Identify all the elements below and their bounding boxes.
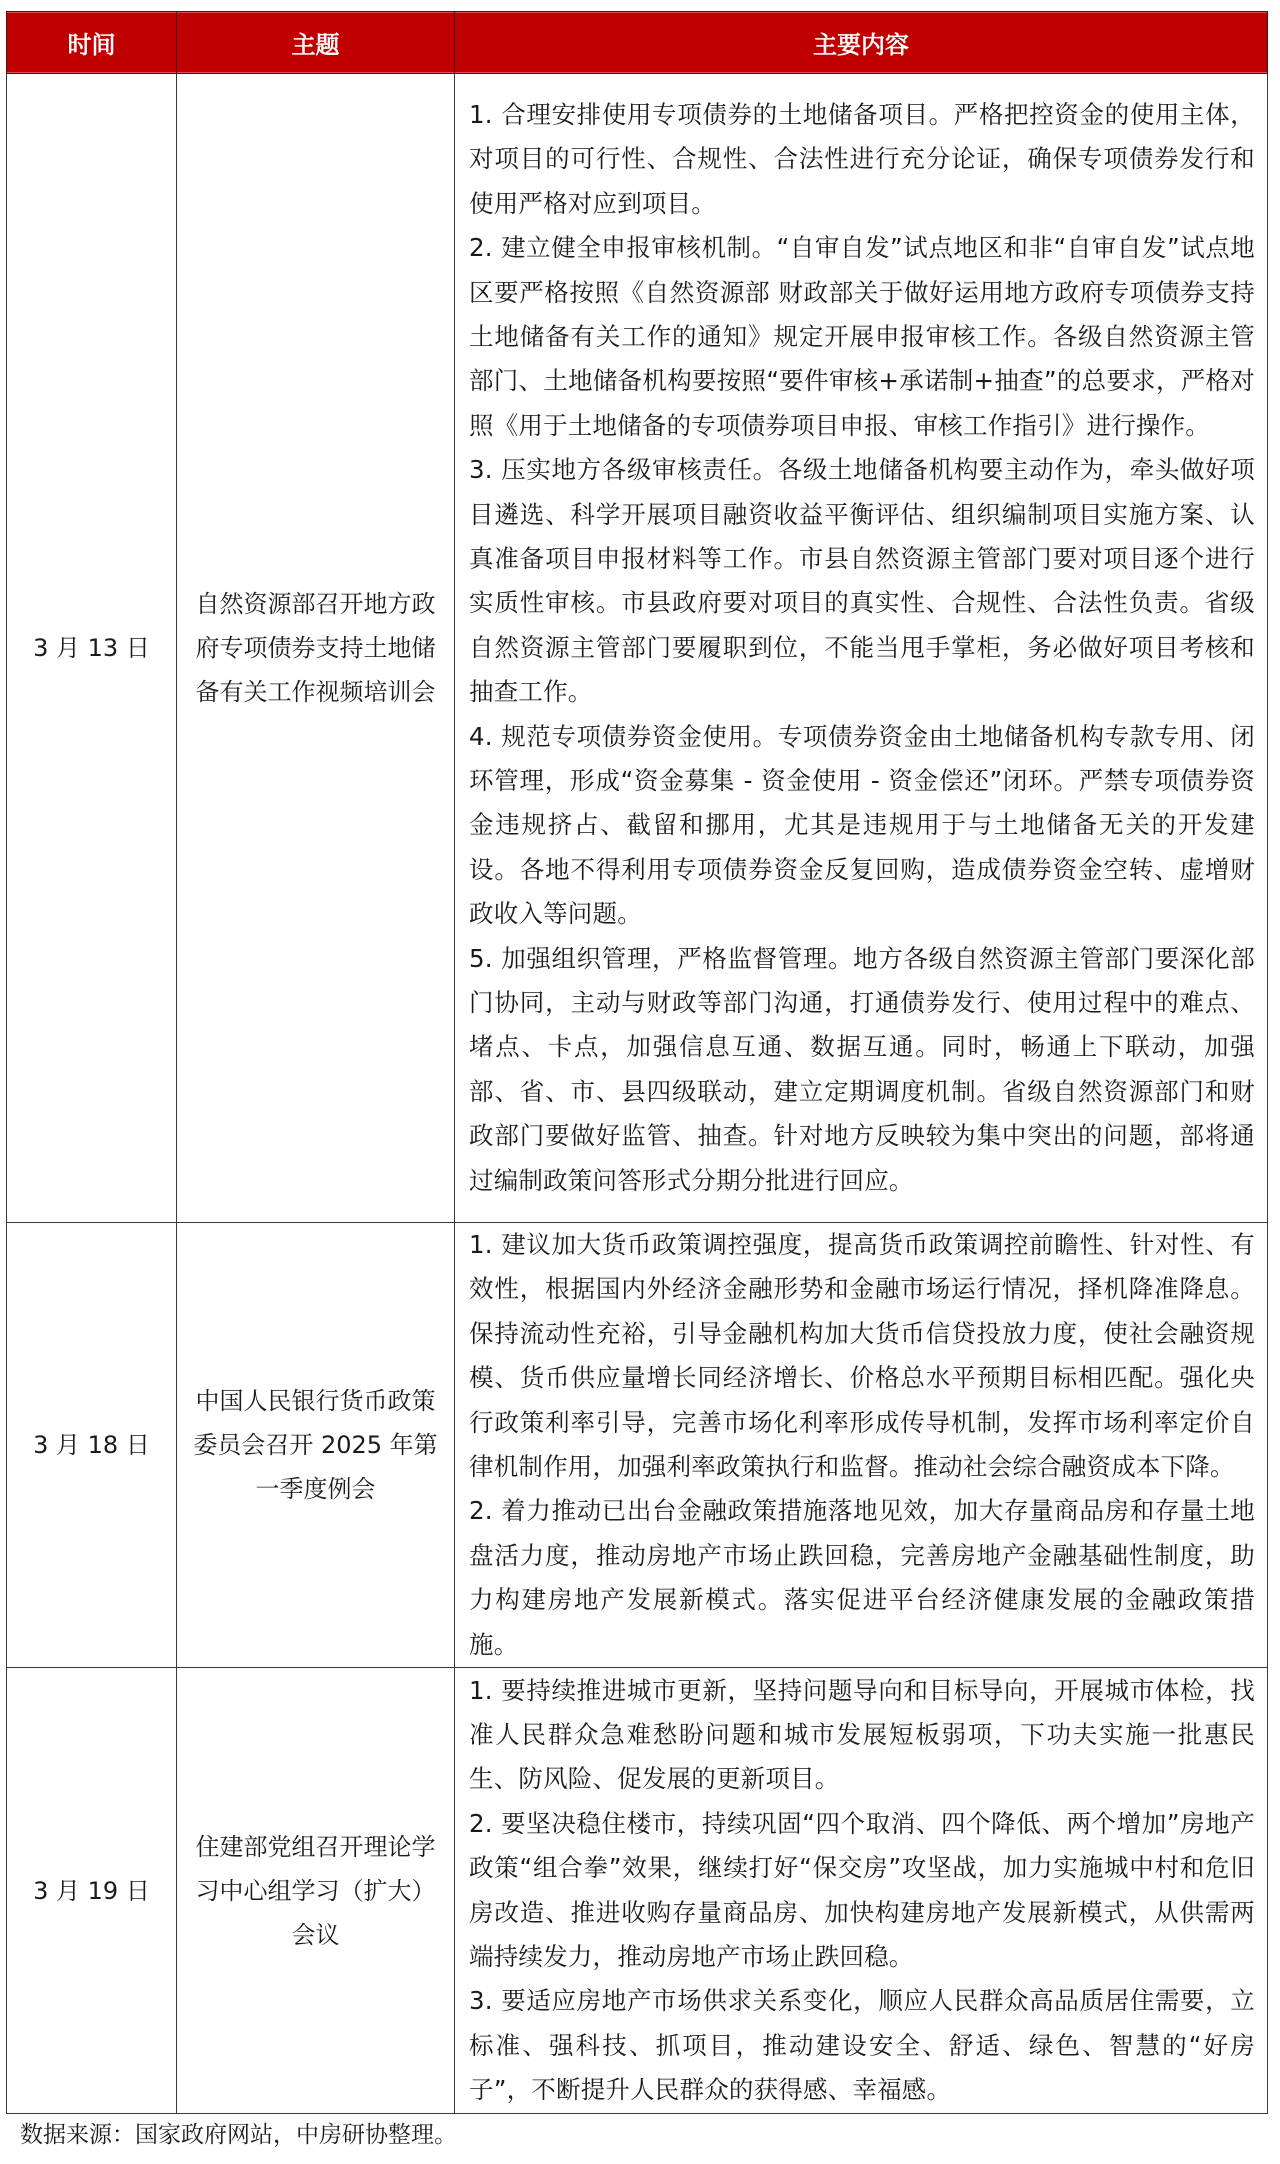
content-item: 5. 加强组织管理，严格监督管理。地方各级自然资源主管部门要深化部门协同，主动与财政等部门沟通，打通债券发行、使用过程中的难点、堵点、卡点，加强信息互通、数据互通。同时，畅通上下联动，加强部、省、市、县四级联动，建立定期调度机制。省级自然资源部门和财政部门要做好监管、抽查。针对地方反映较为集中突出的问题，部将通过编制政策问答形式分期分批进行回应。	[469, 943, 1255, 1195]
row-date: 3 月 19 日	[7, 1668, 177, 2114]
row-content	[455, 1223, 1268, 1668]
content-item: 4. 规范专项债券资金使用。专项债券资金由土地储备机构专款专用、闭环管理，形成“资金募集 - 资金使用 - 资金偿还”闭环。严禁专项债券资金违规挤占、截留和挪用，尤其是违规用于与土地储备无关的开发建设。各地不得利用专项债券资金反复回购，造成债券资金空转、虚增财政收入等问题。	[469, 721, 1255, 929]
row-date: 3 月 18 日	[7, 1223, 177, 1668]
header-topic: 主题	[177, 12, 455, 74]
policy-table	[6, 11, 1268, 2114]
content-item: 1. 合理安排使用专项债券的土地储备项目。严格把控资金的使用主体，对项目的可行性、合规性、合法性进行充分论证，确保专项债券发行和使用严格对应到项目。	[469, 99, 1255, 218]
table-row	[7, 1223, 1268, 1668]
row-topic: 中国人民银行货币政策委员会召开 2025 年第一季度例会	[177, 1223, 455, 1668]
content-item: 1. 建议加大货币政策调控强度，提高货币政策调控前瞻性、针对性、有效性，根据国内外经济金融形势和金融市场运行情况，择机降准降息。保持流动性充裕，引导金融机构加大货币信贷投放力度，使社会融资规模、货币供应量增长同经济增长、价格总水平预期目标相匹配。强化央行政策利率引导，完善市场化利率形成传导机制，发挥市场利率定价自律机制作用，加强利率政策执行和监督。推动社会综合融资成本下降。	[469, 1230, 1255, 1482]
table-header-row	[7, 12, 1268, 74]
content-item: 3. 要适应房地产市场供求关系变化，顺应人民群众高品质居住需要，立标准、强科技、抓项目，推动建设安全、舒适、绿色、智慧的“好房子”，不断提升人民群众的获得感、幸福感。	[469, 1986, 1255, 2105]
content-item: 2. 建立健全申报审核机制。“自审自发”试点地区和非“自审自发”试点地区要严格按照《自然资源部 财政部关于做好运用地方政府专项债券支持土地储备有关工作的通知》规定开展申报审核工作。各级自然资源主管部门、土地储备机构要按照“要件审核+承诺制+抽查”的总要求，严格对照《用于土地储备的专项债券项目申报、审核工作指引》进行操作。	[469, 233, 1255, 440]
header-date: 时间	[7, 12, 177, 74]
content-item: 3. 压实地方各级审核责任。各级土地储备机构要主动作为，牵头做好项目遴选、科学开展项目融资收益平衡评估、组织编制项目实施方案、认真准备项目申报材料等工作。市县自然资源主管部门要对项目逐个进行实质性审核。市县政府要对项目的真实性、合规性、合法性负责。省级自然资源主管部门要履职到位，不能当甩手掌柜，务必做好项目考核和抽查工作。	[469, 455, 1255, 707]
row-topic: 住建部党组召开理论学习中心组学习（扩大）会议	[177, 1668, 455, 2114]
content-item: 1. 要持续推进城市更新，坚持问题导向和目标导向，开展城市体检，找准人民群众急难愁盼问题和城市发展短板弱项，下功夫实施一批惠民生、防风险、促发展的更新项目。	[469, 1675, 1255, 1794]
policy-table-container	[6, 11, 1267, 2114]
table-row	[7, 74, 1268, 1223]
row-content	[455, 74, 1268, 1223]
row-content	[455, 1668, 1268, 2114]
source-note: 数据来源：国家政府网站，中房研协整理。	[20, 2122, 457, 2148]
row-date: 3 月 13 日	[7, 74, 177, 1223]
table-row	[7, 1668, 1268, 2114]
content-item: 2. 要坚决稳住楼市，持续巩固“四个取消、四个降低、两个增加”房地产政策“组合拳”效果，继续打好“保交房”攻坚战，加力实施城中村和危旧房改造、推进收购存量商品房、加快构建房地产发展新模式，从供需两端持续发力，推动房地产市场止跌回稳。	[469, 1808, 1255, 1971]
row-topic: 自然资源部召开地方政府专项债券支持土地储备有关工作视频培训会	[177, 74, 455, 1223]
content-item: 2. 着力推动已出台金融政策措施落地见效，加大存量商品房和存量土地盘活力度，推动房地产市场止跌回稳，完善房地产金融基础性制度，助力构建房地产发展新模式。落实促进平台经济健康发展的金融政策措施。	[469, 1496, 1255, 1659]
header-content: 主要内容	[455, 12, 1268, 74]
